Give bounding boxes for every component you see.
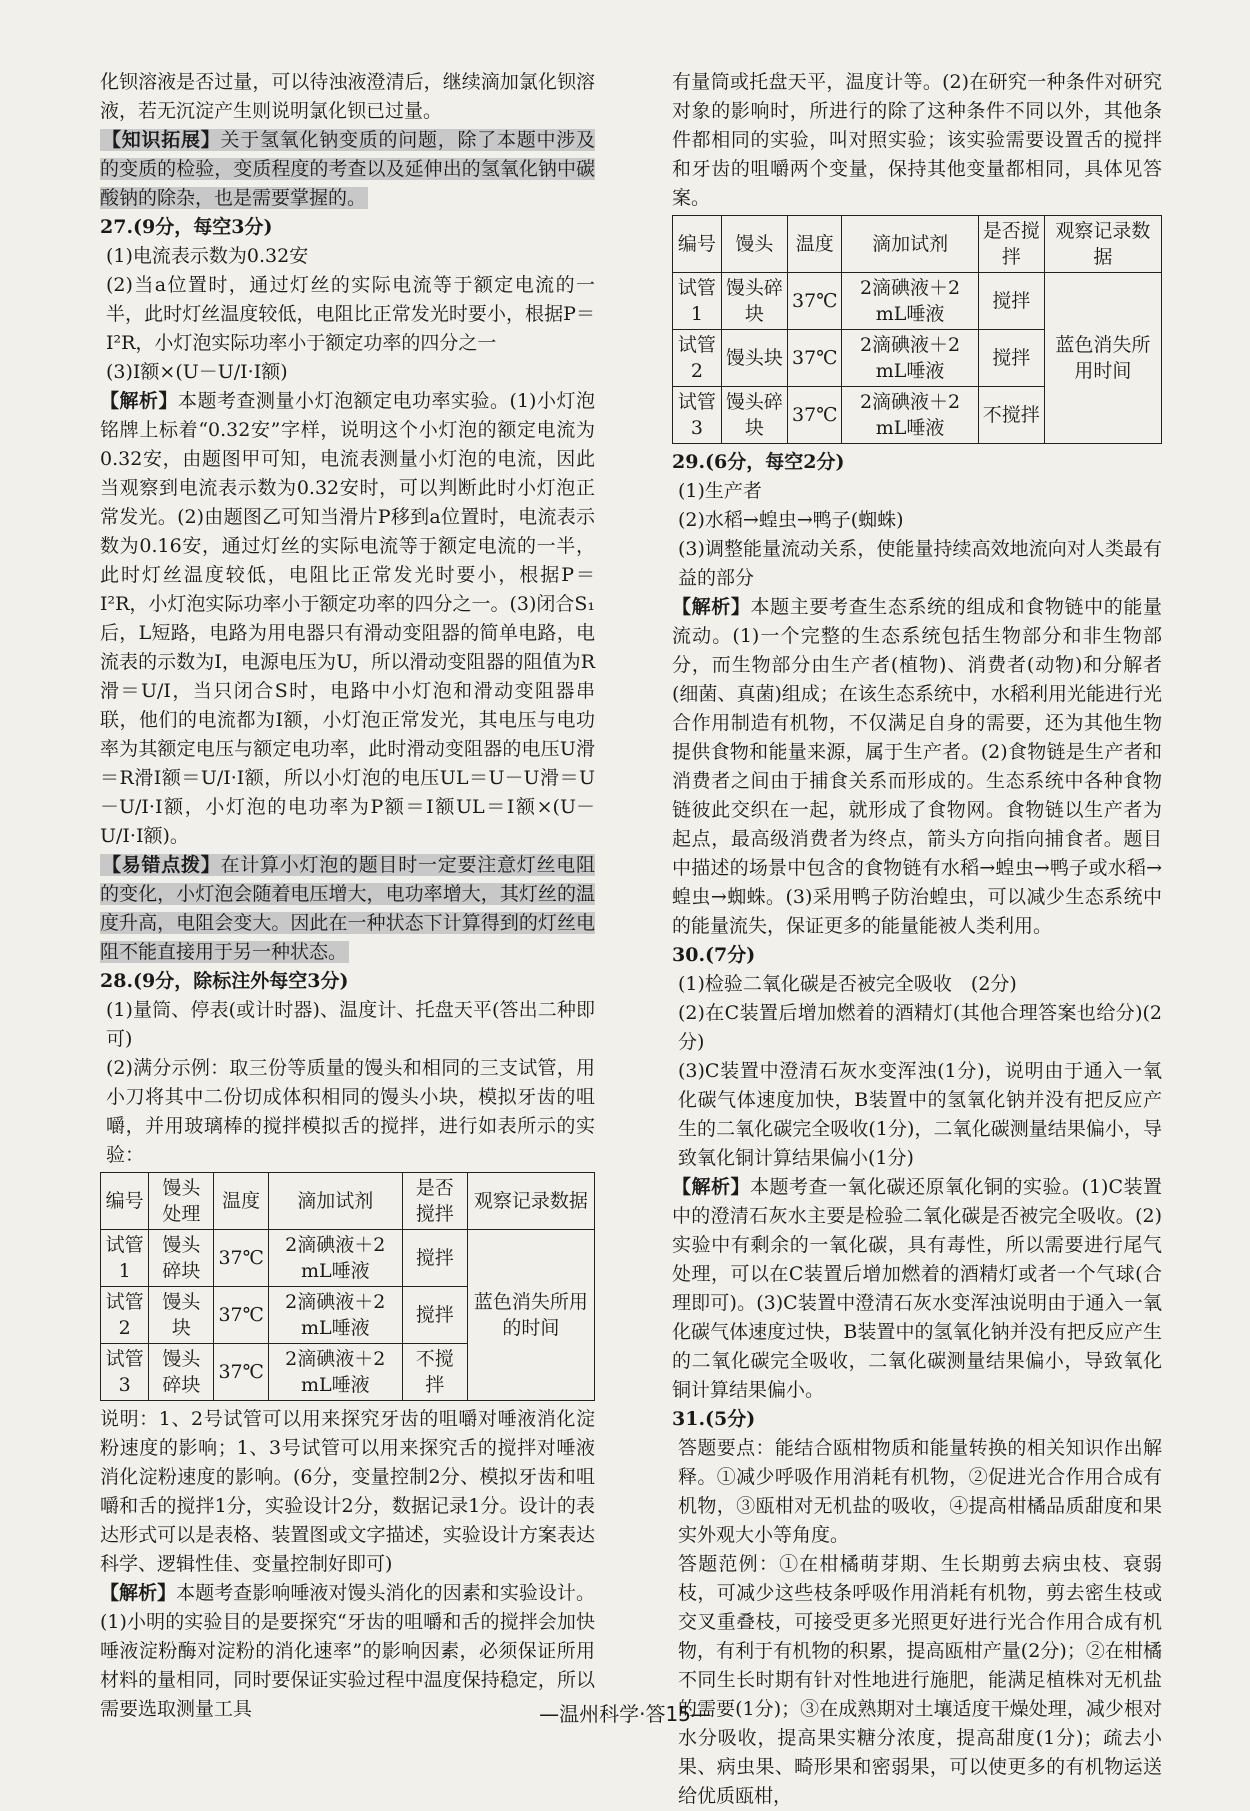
analysis-text: 本题考查一氧化碳还原氧化铜的实验。(1)C装置中的澄清石灰水主要是检验二氧化碳是否被完全吸收。(2)实验中有剩余的一氧化碳，具有毒性，所以需要进行尾气处理，可以在C装置后增加燃着的酒精灯或者一个气球(合理即可)。(3)C装置中澄清石灰水变浑浊说明由于通入一氧化碳气体速度过快，B装置中的氢氧化钠并没有把反应产生的二氧化碳完全吸收，二氧化碳测量结果偏小，导致氧化铜计算结果偏小。: [672, 1176, 1162, 1401]
table-cell: 馒头碎块: [149, 1230, 214, 1287]
table-cell: 37℃: [788, 330, 842, 387]
table-header: 编号: [673, 216, 722, 273]
analysis-27: [100, 387, 595, 851]
table-header: 滴加试剂: [268, 1173, 402, 1230]
table-cell: 试管3: [101, 1344, 149, 1401]
table-cell: 试管3: [673, 387, 722, 444]
table-header: 滴加试剂: [842, 216, 978, 273]
answer-29-3: (3)调整能量流动关系，使能量持续高效地流向对人类最有益的部分: [678, 538, 1162, 589]
tag-label: 【解析】: [672, 596, 751, 618]
table-cell: 2滴碘液＋2 mL唾液: [268, 1344, 402, 1401]
answer-31-2: 答题范例：①在柑橘萌芽期、生长期剪去病虫枝、衰弱枝，可减少这些枝条呼吸作用消耗有机物，剪去密生枝或交叉重叠枝，可接受更多光照更好进行光合作用合成有机物，有利于有机物的积累，提高瓯柑产量(2分)；②在柑橘不同生长时期有针对性地进行施肥，能满足植株对无机盐的需要(1分)；③在成熟期对土壤适度干燥处理，减少根对水分吸收，提高果实糖分浓度，提高甜度(1分)；疏去小果、病虫果、畸形果和密弱果，可以使更多的有机物运送给优质瓯柑，: [678, 1553, 1162, 1807]
table-cell: 37℃: [788, 387, 842, 444]
tag-label: 【解析】: [100, 390, 179, 412]
table-cell: 2滴碘液＋2 mL唾液: [268, 1287, 402, 1344]
table-cell: 2滴碘液＋2 mL唾液: [842, 273, 978, 330]
answer-31-1: 答题要点：能结合瓯柑物质和能量转换的相关知识作出解释。①减少呼吸作用消耗有机物，②促进光合作用合成有机物，③瓯柑对无机盐的吸收，④提高柑橘品质甜度和果实外观大小等角度。: [678, 1437, 1162, 1546]
table-row: [101, 1230, 595, 1287]
table-cell: 37℃: [214, 1287, 268, 1344]
table-header: 是否搅拌: [978, 216, 1044, 273]
error-tip-27: [100, 851, 595, 967]
answer-29-2: (2)水稻→蝗虫→鸭子(蜘蛛): [678, 509, 904, 531]
error-tip-text: 在计算小灯泡的题目时一定要注意灯丝电阻的变化，小灯泡会随着电压增大，电功率增大，其灯丝的温度升高，电阻会变大。因此在一种状态下计算得到的灯丝电阻不能直接用于另一种状态。: [100, 854, 595, 963]
table-cell: 试管2: [101, 1287, 149, 1344]
tag-label: 【知识拓展】: [102, 129, 221, 151]
table-cell: 搅拌: [978, 330, 1044, 387]
table-header: 观察记录数据: [1044, 216, 1161, 273]
tag-label: 【解析】: [100, 1582, 177, 1604]
table-header: 馒头: [721, 216, 787, 273]
question-28-heading: 28.(9分，除标注外每空3分): [100, 970, 349, 992]
experiment-table-right: [672, 215, 1162, 444]
table-header: 温度: [788, 216, 842, 273]
answer-30-1: (1)检验二氧化碳是否被完全吸收 (2分): [678, 973, 1017, 995]
table-cell: 不搅拌: [978, 387, 1044, 444]
table-header: 馒头处理: [149, 1173, 214, 1230]
table-header: 编号: [101, 1173, 149, 1230]
answer-30-3: (3)C装置中澄清石灰水变浑浊(1分)，说明由于通入一氧化碳气体速度加快，B装置中的氢氧化钠并没有把反应产生的二氧化碳完全吸收(1分)，二氧化碳测量结果偏小，导致氧化铜计算结果偏小(1分): [678, 1060, 1162, 1169]
analysis-text: 本题考查测量小灯泡额定电功率实验。(1)小灯泡铭牌上标着“0.32安”字样，说明这个小灯泡的额定电流为0.32安，由题图甲可知，电流表测量小灯泡的电流，因此当观察到电流表示数为0.32安时，可以判断此时小灯泡正常发光。(2)由题图乙可知当滑片P移到a位置时，电流表示数为0.16安，通过灯丝的实际电流等于额定电流的一半，此时灯丝温度较低，电阻比正常发光时要小，根据P＝I²R，小灯泡实际功率小于额定功率的四分之一。(3)闭合S₁后，L短路，电路为用电器只有滑动变阻器的简单电路，电流表的示数为I，电源电压为U，所以滑动变阻器的阻值为R滑＝U/I，当只闭合S时，电路中小灯泡和滑动变阻器串联，他们的电流都为I额，小灯泡正常发光，其电压与电功率为其额定电压与额定电功率，此时滑动变阻器的电压U滑＝R滑I额＝U/I·I额，所以小灯泡的电压UL＝U－U滑＝U－U/I·I额，小灯泡的电功率为P额＝I额UL＝I额×(U－U/I·I额)。: [100, 390, 595, 847]
table-cell: 馒头块: [721, 330, 787, 387]
table-header-row: [101, 1173, 595, 1230]
analysis-text: 本题主要考查生态系统的组成和食物链中的能量流动。(1)一个完整的生态系统包括生物部分和非生物部分，而生物部分由生产者(植物)、消费者(动物)和分解者(细菌、真菌)组成；在该生态系统中，水稻利用光能进行光合作用制造有机物，不仅满足自身的需要，还为其他生物提供食物和能量来源，属于生产者。(2)食物链是生产者和消费者之间由于捕食关系而形成的。生态系统中各种食物链彼此交织在一起，就形成了食物网。食物链以生产者为起点，最高级消费者为终点，箭头方向指向捕食者。题目中描述的场景中包含的食物链有水稻→蝗虫→鸭子或水稻→蝗虫→蜘蛛。(3)采用鸭子防治蝗虫，可以减少生态系统中的能量流失，保证更多的能量能被人类利用。: [672, 596, 1162, 937]
answer-27-1: (1)电流表示数为0.32安: [106, 245, 309, 267]
analysis-30: [672, 1173, 1162, 1405]
question-29-heading: 29.(6分，每空2分): [672, 451, 845, 473]
table-header-row: [673, 216, 1162, 273]
knowledge-text: 关于氢氧化钠变质的问题，除了本题中涉及的变质的检验，变质程度的考查以及延伸出的氢氧化钠中碳酸钠的除杂，也是需要掌握的。: [100, 129, 595, 209]
paragraph: 化钡溶液是否过量，可以待浊液澄清后，继续滴加氯化钡溶液，若无沉淀产生则说明氯化钡已过量。: [100, 71, 595, 122]
table-cell: 试管1: [101, 1230, 149, 1287]
tag-label: 【易错点拨】: [102, 854, 221, 876]
table-cell: 37℃: [788, 273, 842, 330]
table-cell: 馒头碎块: [149, 1344, 214, 1401]
analysis-28-continued: 有量筒或托盘天平，温度计等。(2)在研究一种条件对研究对象的影响时，所进行的除了这种条件不同以外，其他条件都相同的实验，叫对照实验；该实验需要设置舌的搅拌和牙齿的咀嚼两个变量，保持其他变量都相同，具体见答案。: [672, 71, 1162, 209]
table-cell: 馒头碎块: [721, 387, 787, 444]
left-column: [100, 68, 595, 1724]
table-merged-cell: 蓝色消失所用的时间: [467, 1230, 594, 1401]
question-31-heading: 31.(5分): [672, 1408, 756, 1430]
table-cell: 馒头块: [149, 1287, 214, 1344]
table-header: 温度: [214, 1173, 268, 1230]
table-cell: 2滴碘液＋2 mL唾液: [842, 387, 978, 444]
table-cell: 搅拌: [978, 273, 1044, 330]
table-cell: 2滴碘液＋2 mL唾液: [842, 330, 978, 387]
table-merged-cell: 蓝色消失所用时间: [1044, 273, 1161, 444]
answer-27-3: (3)I额×(U－U/I·I额): [106, 361, 288, 383]
analysis-text: 本题考查影响唾液对馒头消化的因素和实验设计。(1)小明的实验目的是要探究“牙齿的咀嚼和舌的搅拌会加快唾液淀粉酶对淀粉的消化速率”的影响因素，必须保证所用材料的量相同，同时要保证实验过程中温度保持稳定，所以需要选取测量工具: [100, 1582, 595, 1720]
page-footer: —温州科学·答15—: [539, 1702, 711, 1726]
tag-label: 【解析】: [672, 1176, 751, 1198]
table-cell: 2滴碘液＋2 mL唾液: [268, 1230, 402, 1287]
table-cell: 37℃: [214, 1230, 268, 1287]
question-27-heading: 27.(9分，每空3分): [100, 216, 273, 238]
right-column: [672, 68, 1162, 1811]
answer-27-2: (2)当a位置时，通过灯丝的实际电流等于额定电流的一半，此时灯丝温度较低，电阻比正常发光时要小，根据P＝I²R，小灯泡实际功率小于额定功率的四分之一: [106, 274, 595, 354]
table-cell: 馒头碎块: [721, 273, 787, 330]
analysis-29: [672, 593, 1162, 941]
table-cell: 37℃: [214, 1344, 268, 1401]
answer-28-note: 说明：1、2号试管可以用来探究牙齿的咀嚼对唾液消化淀粉速度的影响；1、3号试管可以用来探究舌的搅拌对唾液消化淀粉速度的影响。(6分，变量控制2分、模拟牙齿和咀嚼和舌的搅拌1分，实验设计2分，数据记录1分。设计的表达形式可以是表格、装置图或文字描述，实验设计方案表达科学、逻辑性佳、变量控制好即可): [100, 1408, 595, 1575]
answer-28-1: (1)量筒、停表(或计时器)、温度计、托盘天平(答出二种即可): [106, 999, 595, 1050]
table-cell: 搅拌: [402, 1230, 467, 1287]
table-cell: 试管2: [673, 330, 722, 387]
answer-29-1: (1)生产者: [678, 480, 762, 502]
experiment-table-left: [100, 1172, 595, 1401]
table-cell: 不搅拌: [402, 1344, 467, 1401]
answer-30-2: (2)在C装置后增加燃着的酒精灯(其他合理答案也给分)(2分): [678, 1002, 1162, 1053]
answer-28-2: (2)满分示例：取三份等质量的馒头和相同的三支试管，用小刀将其中二份切成体积相同的馒头小块，模拟牙齿的咀嚼，并用玻璃棒的搅拌模拟舌的搅拌，进行如表所示的实验：: [106, 1057, 595, 1166]
table-cell: 试管1: [673, 273, 722, 330]
knowledge-extension: [100, 126, 595, 213]
table-header: 是否搅拌: [402, 1173, 467, 1230]
table-cell: 搅拌: [402, 1287, 467, 1344]
question-30-heading: 30.(7分): [672, 944, 756, 966]
table-header: 观察记录数据: [467, 1173, 594, 1230]
table-row: [673, 273, 1162, 330]
